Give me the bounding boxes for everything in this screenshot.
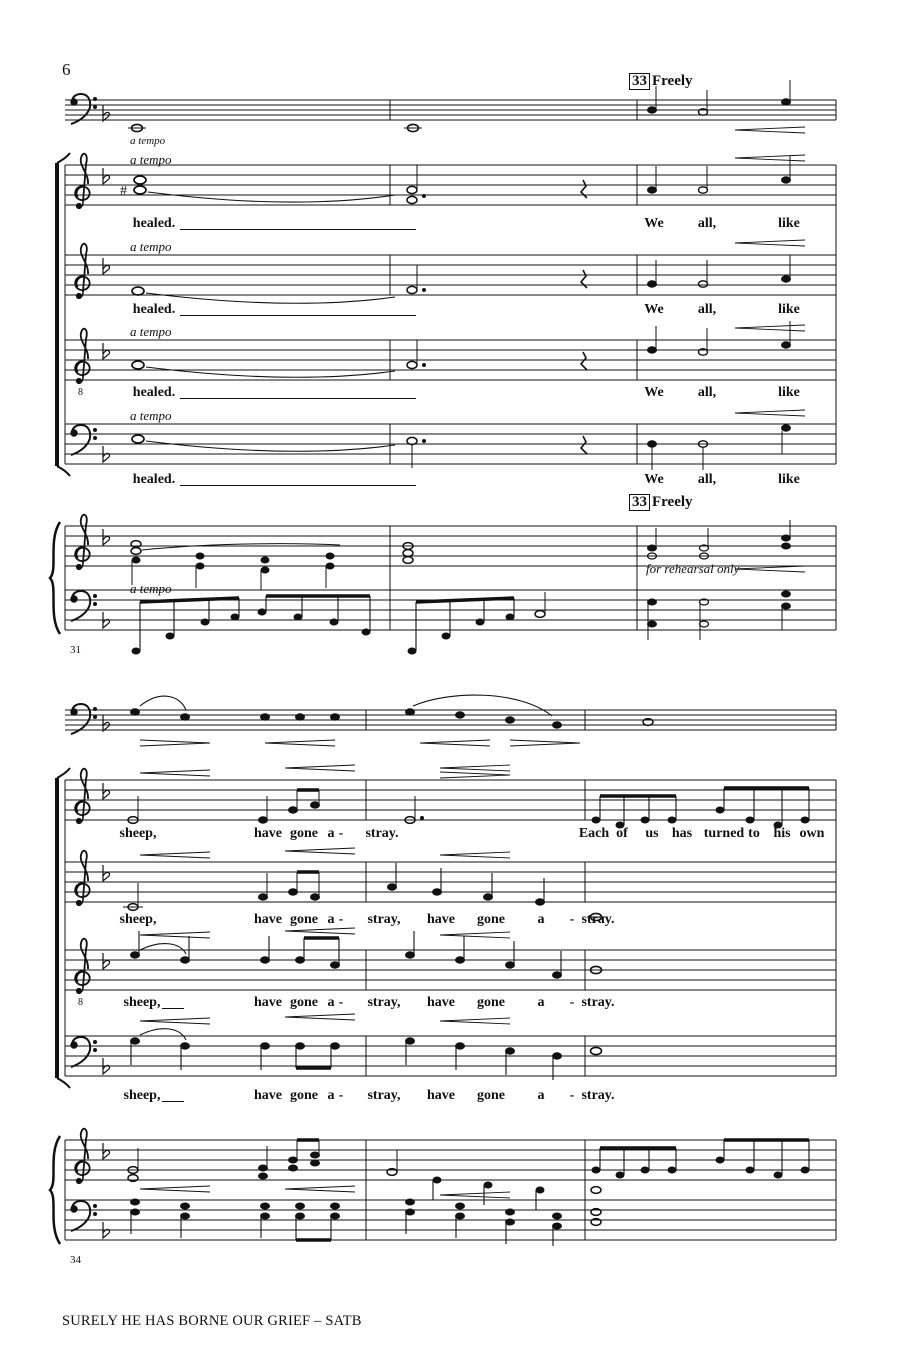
lyric-s2-tenor-8: gone: [477, 995, 505, 1010]
lyric-s2-bass-2: have: [254, 1088, 282, 1103]
lyric-s2-sop-14: own: [799, 826, 825, 841]
rehearsal-number: 33: [629, 73, 650, 90]
lyric-s2-bass-10: -: [569, 1088, 575, 1103]
lyric-s2-alto-11: stray.: [581, 912, 615, 927]
lyric-s2-alto-9: a: [537, 912, 545, 927]
footer-title: SURELY HE HAS BORNE OUR GRIEF – SATB: [62, 1313, 362, 1329]
lyric-tenor-2: We: [644, 385, 664, 400]
lyric-s2-alto-1: sheep,: [119, 912, 157, 927]
lyric-s2-tenor-9: a: [537, 995, 545, 1010]
extender-bass: [180, 485, 416, 486]
lyric-sop-2: We: [644, 216, 664, 231]
extender-s2-bass: [162, 1101, 184, 1102]
tempo-label-piano: Freely: [652, 494, 693, 510]
lyric-s2-bass-8: gone: [477, 1088, 505, 1103]
lyric-s2-alto-10: -: [569, 912, 575, 927]
lyric-s2-sop-6: stray.: [365, 826, 399, 841]
marking-tenor: a tempo: [130, 324, 172, 339]
system-2: [50, 695, 836, 1246]
lyric-alto-2: We: [644, 302, 664, 317]
lyric-s2-sop-2: have: [254, 826, 282, 841]
lyric-s2-sop-5: -: [338, 826, 344, 841]
rehearsal-only-note: for rehearsal only: [646, 561, 740, 576]
measure-number-34: 34: [70, 1254, 81, 1266]
lyric-tenor-4: like: [778, 385, 800, 400]
lyric-alto-1: healed.: [132, 302, 176, 317]
lyric-tenor-1: healed.: [132, 385, 176, 400]
lyric-tenor-3: all,: [697, 385, 717, 400]
lyric-s2-alto-8: gone: [477, 912, 505, 927]
lyric-s2-tenor-6: stray,: [367, 995, 401, 1010]
lyric-s2-tenor-1: sheep,: [123, 995, 161, 1010]
lyric-alto-4: like: [778, 302, 800, 317]
lyric-sop-4: like: [778, 216, 800, 231]
lyric-s2-alto-3: gone: [290, 912, 318, 927]
lyric-s2-sop-11: turned: [703, 826, 745, 841]
lyric-sop-3: all,: [697, 216, 717, 231]
lyric-s2-alto-7: have: [427, 912, 455, 927]
rehearsal-mark-piano: [629, 494, 693, 511]
lyric-s2-sop-10: has: [671, 826, 693, 841]
lyric-s2-alto-5: -: [338, 912, 344, 927]
lyric-s2-alto-2: have: [254, 912, 282, 927]
lyric-s2-tenor-2: have: [254, 995, 282, 1010]
lyric-s2-sop-13: his: [773, 826, 791, 841]
rehearsal-mark-top: [629, 73, 693, 90]
lyric-s2-bass-9: a: [537, 1088, 545, 1103]
lyric-s2-sop-7: Each: [578, 826, 610, 841]
lyric-bass-3: all,: [697, 472, 717, 487]
lyric-s2-bass-3: gone: [290, 1088, 318, 1103]
lyric-s2-bass-11: stray.: [581, 1088, 615, 1103]
marking-alto: a tempo: [130, 239, 172, 254]
marking-soprano: a tempo: [130, 152, 172, 167]
svg-text:#: #: [120, 184, 127, 199]
lyric-sop-1: healed.: [132, 216, 176, 231]
tempo-label: Freely: [652, 73, 693, 89]
rehearsal-number-piano: 33: [629, 494, 650, 511]
page-number: 6: [62, 60, 71, 79]
lyric-s2-tenor-10: -: [569, 995, 575, 1010]
extender-alto: [180, 315, 416, 316]
lyric-s2-sop-8: of: [616, 826, 628, 841]
lyric-bass-4: like: [778, 472, 800, 487]
lyric-s2-alto-6: stray,: [367, 912, 401, 927]
lyric-s2-sop-9: us: [645, 826, 659, 841]
extender-sop: [180, 229, 416, 230]
lyric-s2-bass-4: a: [327, 1088, 335, 1103]
lyric-bass-2: We: [644, 472, 664, 487]
lyric-s2-sop-1: sheep,: [119, 826, 157, 841]
marking-bass: a tempo: [130, 408, 172, 423]
lyric-s2-alto-4: a: [327, 912, 335, 927]
svg-text:8: 8: [78, 997, 83, 1008]
lyric-s2-tenor-3: gone: [290, 995, 318, 1010]
extender-s2-tenor: [162, 1008, 184, 1009]
lyric-s2-tenor-5: -: [338, 995, 344, 1010]
lyric-s2-bass-6: stray,: [367, 1088, 401, 1103]
lyric-s2-sop-4: a: [327, 826, 335, 841]
extender-tenor: [180, 398, 416, 399]
marking-top-staff: a tempo: [130, 135, 166, 147]
lyric-s2-tenor-4: a: [327, 995, 335, 1010]
lyric-s2-tenor-11: stray.: [581, 995, 615, 1010]
lyric-s2-sop-12: to: [748, 826, 760, 841]
marking-piano: a tempo: [130, 581, 172, 596]
lyric-bass-1: healed.: [132, 472, 176, 487]
lyric-alto-3: all,: [697, 302, 717, 317]
lyric-s2-bass-1: sheep,: [123, 1088, 161, 1103]
measure-number-31: 31: [70, 644, 81, 656]
lyric-s2-bass-5: -: [338, 1088, 344, 1103]
lyric-s2-sop-3: gone: [290, 826, 318, 841]
svg-text:8: 8: [78, 387, 83, 398]
lyric-s2-bass-7: have: [427, 1088, 455, 1103]
lyric-s2-tenor-7: have: [427, 995, 455, 1010]
